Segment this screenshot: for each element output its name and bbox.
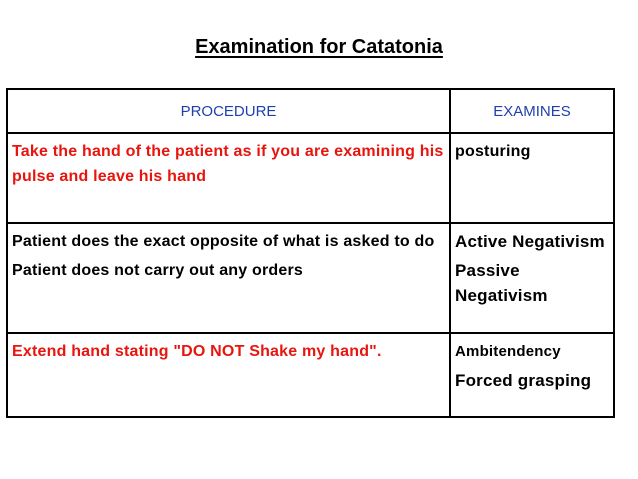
procedure-text: Patient does not carry out any orders [12, 262, 304, 279]
catatonia-table [6, 88, 615, 418]
examines-text: Active Negativism [455, 232, 605, 251]
procedure-text: Take the hand of the patient as if you are examining his pulse and leave his hand [12, 143, 444, 185]
examines-text: posturing [455, 143, 531, 160]
table-row [7, 223, 614, 333]
examines-text: Forced grasping [455, 371, 592, 390]
header-procedure: PROCEDURE [7, 89, 450, 133]
examines-text: Ambitendency [455, 343, 561, 360]
table-row [7, 333, 614, 417]
procedure-cell [7, 133, 450, 223]
procedure-text: Patient does the exact opposite of what is asked to do [12, 233, 435, 250]
procedure-text: Extend hand stating "DO NOT Shake my hand". [12, 343, 382, 360]
examines-cell [450, 133, 614, 223]
title-text: Examination for Catatonia [195, 36, 443, 58]
examines-text: Passive Negativism [455, 261, 548, 305]
examines-cell [450, 223, 614, 333]
table-header-row [7, 89, 614, 133]
procedure-cell [7, 223, 450, 333]
examines-cell [450, 333, 614, 417]
page-title [0, 36, 638, 59]
header-examines: EXAMINES [450, 89, 614, 133]
procedure-cell [7, 333, 450, 417]
table-row [7, 133, 614, 223]
